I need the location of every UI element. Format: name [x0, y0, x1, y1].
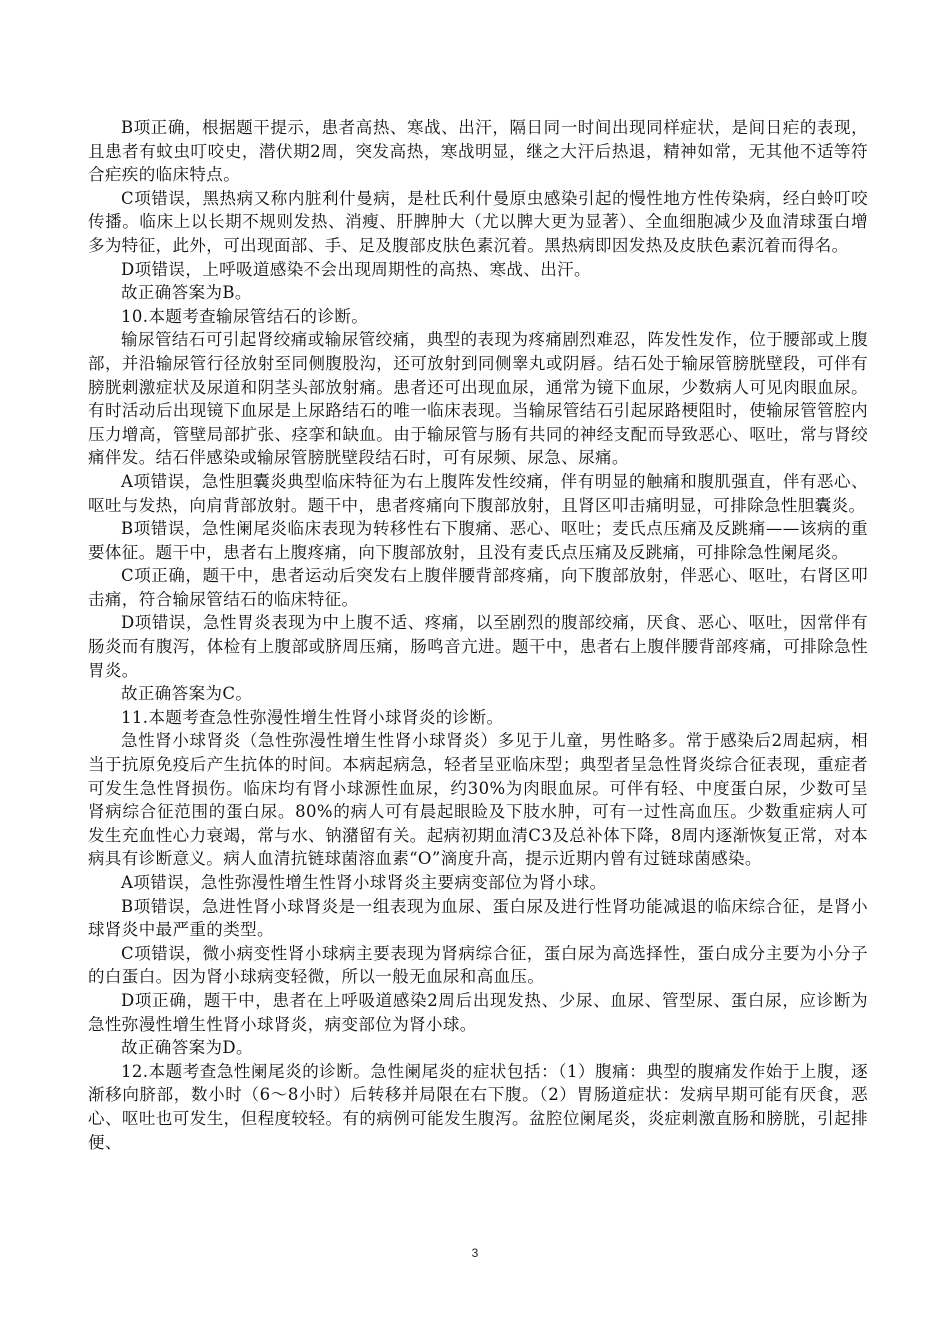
paragraph: 故正确答案为C。 [121, 684, 253, 704]
paragraph: 急性肾小球肾炎（急性弥漫性增生性肾小球肾炎）多见于儿童，男性略多。常于感染后2周起病，相当于抗原免疫后产生抗体的时间。本病起病急，轻者呈亚临床型；典型者呈急性肾炎综合征表现，重症者可发生急性肾损伤。临床均有肾小球源性血尿，约30%为肉眼血尿。可伴有轻、中度蛋白尿，少数可呈肾病综合征范围的蛋白尿。80%的病人可有晨起眼睑及下肢水肿，可有一过性高血压。少数重症病人可发生充血性心力衰竭，常与水、钠潴留有关。起病初期血清C3及总补体下降，8周内逐渐恢复正常，对本病具有诊断意义。病人血清抗链球菌溶血素“O”滴度升高，提示近期内曾有过链球菌感染。 [88, 731, 868, 869]
page-number: 3 [471, 1246, 479, 1260]
paragraph: B项正确，根据题干提示，患者高热、寒战、出汗，隔日同一时间出现同样症状，是间日疟的表现，且患者有蚊虫叮咬史，潜伏期2周，突发高热，寒战明显，继之大汗后热退，精神如常，无其他不适等符合疟疾的临床特点。 [88, 118, 868, 185]
paragraph: D项错误，急性胃炎表现为中上腹不适、疼痛，以至剧烈的腹部绞痛，厌食、恶心、呕吐，因常伴有肠炎而有腹泻，体检有上腹部或脐周压痛，肠鸣音亢进。题干中，患者右上腹伴腰背部疼痛，可排除急性胃炎。 [88, 613, 868, 680]
paragraph: D项正确，题干中，患者在上呼吸道感染2周后出现发热、少尿、血尿、管型尿、蛋白尿，应诊断为急性弥漫性增生性肾小球肾炎，病变部位为肾小球。 [88, 990, 868, 1034]
paragraph: A项错误，急性胆囊炎典型临床特征为右上腹阵发性绞痛，伴有明显的触痛和腹肌强直，伴有恶心、呕吐与发热，向肩背部放射。题干中，患者疼痛向下腹部放射，且肾区叩击痛明显，可排除急性胆囊炎。 [88, 471, 868, 515]
section-heading: 11.本题考查急性弥漫性增生性肾小球肾炎的诊断。 [121, 707, 504, 727]
paragraph: C项错误，微小病变性肾小球病主要表现为肾病综合征，蛋白尿为高选择性，蛋白成分主要为小分子的白蛋白。因为肾小球病变轻微，所以一般无血尿和高血压。 [88, 943, 868, 987]
paragraph: D项错误，上呼吸道感染不会出现周期性的高热、寒战、出汗。 [121, 259, 591, 279]
paragraph: B项错误，急性阑尾炎临床表现为转移性右下腹痛、恶心、呕吐；麦氏点压痛及反跳痛——该病的重要体征。题干中，患者右上腹疼痛，向下腹部放射，且没有麦氏点压痛及反跳痛，可排除急性阑尾炎。 [88, 519, 868, 562]
paragraph: A项错误，急性弥漫性增生性肾小球肾炎主要病变部位为肾小球。 [121, 873, 607, 892]
paragraph: 12.本题考查急性阑尾炎的诊断。急性阑尾炎的症状包括：（1）腹痛：典型的腹痛发作始于上腹，逐渐移向脐部，数小时（6～8小时）后转移并局限在右下腹。（2）胃肠道症状：发病早期可能有厌食，恶心、呕吐也可发生，但程度较轻。有的病例可能发生腹泻。盆腔位阑尾炎，炎症刺激直肠和膀胱，引起排便、 [88, 1061, 868, 1152]
section-heading: 10.本题考查输尿管结石的诊断。 [121, 306, 369, 326]
paragraph: 故正确答案为B。 [121, 283, 252, 303]
paragraph: 故正确答案为D。 [121, 1038, 253, 1058]
paragraph: B项错误，急进性肾小球肾炎是一组表现为血尿、蛋白尿及进行性肾功能减退的临床综合征，是肾小球肾炎中最严重的类型。 [88, 896, 868, 940]
paragraph: 输尿管结石可引起肾绞痛或输尿管绞痛，典型的表现为疼痛剧烈难忍，阵发性发作，位于腰部或上腹部，并沿输尿管行径放射至同侧腹股沟，还可放射到同侧睾丸或阴唇。结石处于输尿管膀胱壁段，可伴有膀胱刺激症状及尿道和阴茎头部放射痛。患者还可出现血尿，通常为镜下血尿，少数病人可见肉眼血尿。有时活动后出现镜下血尿是上尿路结石的唯一临床表现。当输尿管结石引起尿路梗阻时，使输尿管管腔内压力增高，管壁局部扩张、痉挛和缺血。由于输尿管与肠有共同的神经支配而导致恶心、呕吐，常与肾绞痛伴发。结石伴感染或输尿管膀胱壁段结石时，可有尿频、尿急、尿痛。 [88, 330, 868, 468]
document-body [88, 116, 868, 1154]
paragraph: C项正确，题干中，患者运动后突发右上腹伴腰背部疼痛，向下腹部放射，伴恶心、呕吐，右肾区叩击痛，符合输尿管结石的临床特征。 [88, 566, 868, 609]
paragraph: C项错误，黑热病又称内脏利什曼病，是杜氏利什曼原虫感染引起的慢性地方性传染病，经白蛉叮咬传播。临床上以长期不规则发热、消瘦、肝脾肿大（尤以脾大更为显著）、全血细胞减少及血清球蛋白增多为特征，此外，可出现面部、手、足及腹部皮肤色素沉着。黑热病即因发热及皮肤色素沉着而得名。 [88, 188, 868, 255]
